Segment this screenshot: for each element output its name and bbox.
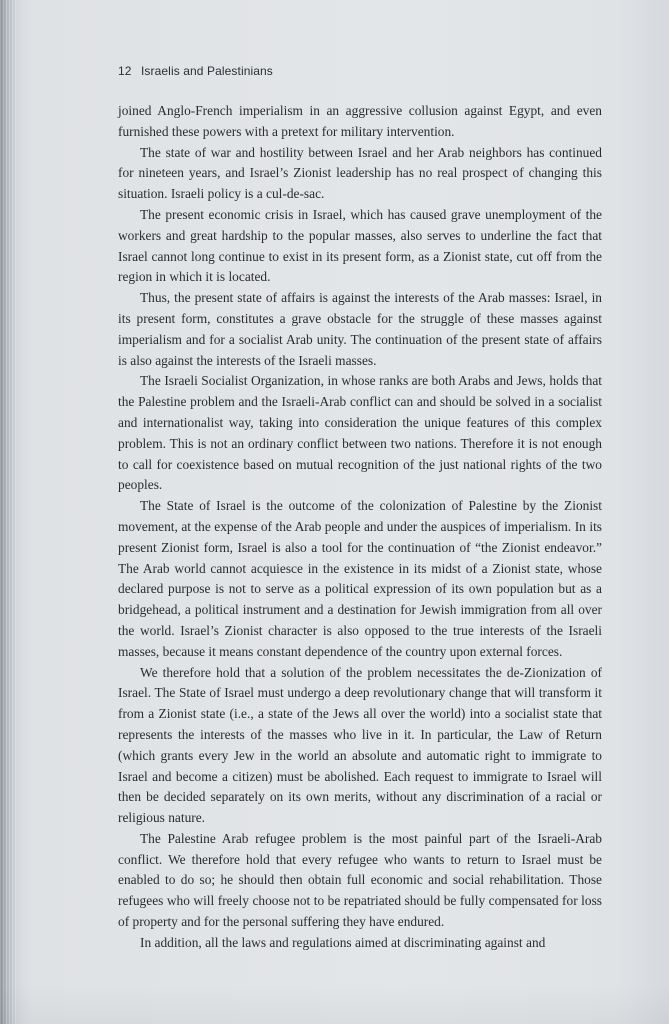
running-header [118,64,273,78]
paragraph: The Palestine Arab refugee problem is the most painful part of the Israeli-Arab conflict. We therefore hold that every refugee who wants to return to Israel must be enabled to do so; he should then obtain full economic and social rehabilitation. Those refugees who will freely choose not to be repatriated should be fully compensated for loss of property and for the personal suffering they have endured. [118,830,602,930]
paragraph: We therefore hold that a solution of the problem necessitates the de-Zionization of Israel. The State of Israel must undergo a deep revolutionary change that will transform it from a Zionist state (i.e., a state of the Jews all over the world) into a socialist state that represents the interests of the masses who live in it. In particular, the Law of Return (which grants every Jew in the world an absolute and automatic right to immigrate to Israel and become a citizen) must be abolished. Each request to immigrate to Israel will then be decided separately on its own merits, without any discrimination of a racial or religious nature. [118,664,602,826]
paragraph: joined Anglo-French imperialism in an aggressive collusion against Egypt, and even furnished these powers with a pretext for military intervention. [118,103,602,139]
paragraph: The Israeli Socialist Organization, in whose ranks are both Arabs and Jews, holds that the Palestine problem and the Israeli-Arab conflict can and should be solved in a socialist and internationalist way, taking into consideration the unique features of this complex problem. This is not an ordinary conflict between two nations. Therefore it is not enough to call for coexistence based on mutual recognition of the just national rights of the two peoples. [118,373,602,493]
paragraph: The State of Israel is the outcome of the colonization of Palestine by the Zionist movement, at the expense of the Arab people and under the auspices of imperialism. In its present Zionist form, Israel is also a tool for the continuation of “the Zionist endeavor.” The Arab world cannot acquiesce in the existence in its midst of a Zionist state, whose declared purpose is not to serve as a political expression of its own population but as a bridgehead, a political instrument and a destination for Jewish immigration from all over the world. Israel’s Zionist character is also opposed to the true interests of the Israeli masses, because it means constant dependence of the country upon external forces. [118,498,602,659]
paragraph: In addition, all the laws and regulations aimed at discriminating against and [140,934,546,950]
page-stack-edge [0,0,16,1024]
running-title: Israelis and Palestinians [141,64,273,78]
paragraph: Thus, the present state of affairs is against the interests of the Arab masses: Israel, in its present form, constitutes a grave obstacle for the struggle of these masses against imperialism and for a socialist Arab unity. The continuation of the present state of affairs is also against the interests of the Israeli masses. [118,290,602,368]
page-number: 12 [118,64,132,78]
page-bottom-shadow [0,984,669,1024]
body-text [118,101,602,954]
paragraph: The present economic crisis in Israel, which has caused grave unemployment of the workers and great hardship to the popular masses, also serves to underline the fact that Israel cannot long continue to exist in its present form, as a Zionist state, cut off from the region in which it is located. [118,206,602,285]
paragraph: The state of war and hostility between Israel and her Arab neighbors has continued for nineteen years, and Israel’s Zionist leadership has no real prospect of changing this situation. Israeli policy is a cul-de-sac. [118,144,602,202]
